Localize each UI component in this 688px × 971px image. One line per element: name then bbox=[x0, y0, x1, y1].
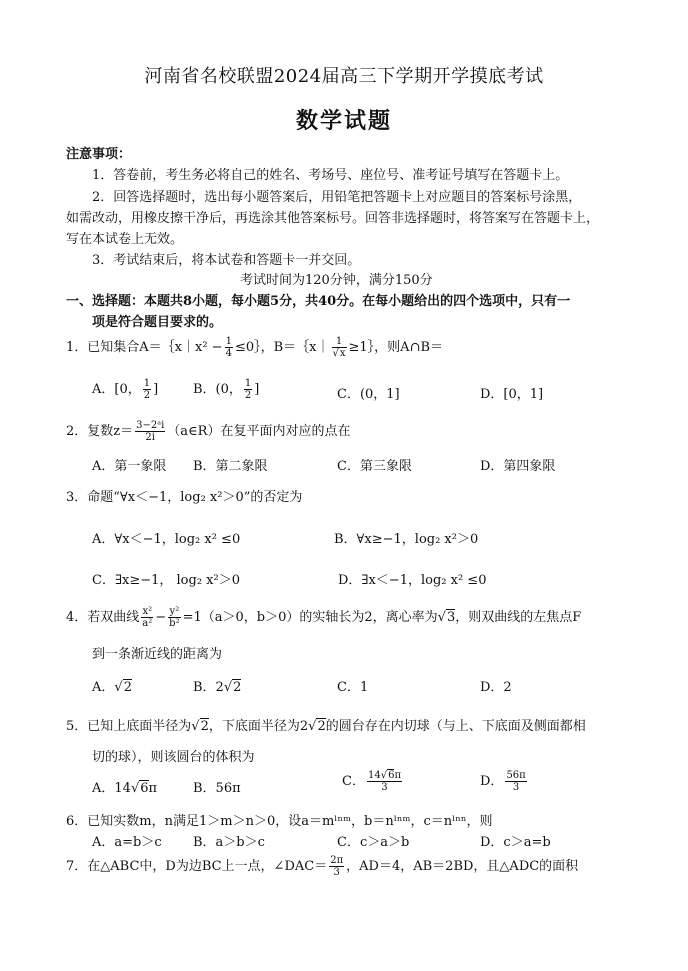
question-1-option-a: A．[0， $\frac{1}{2}$ ] bbox=[92, 378, 159, 401]
question-4-stem: 4．若双曲线 $\frac{\text{x²}}{\text{a²}}$ − $\frac{\text{y²}}{\text{b²}}$ =1（a＞0，b＞0）的实轴长为2，离心率为√3，则双曲线的左焦点F bbox=[66, 606, 582, 629]
question-5-option-c: C． $\frac{14√6\pi}{3}$ bbox=[342, 770, 402, 793]
question-3-option-b: B．∀x≥−1，log₂ x²＞0 bbox=[334, 532, 479, 547]
fraction: $\frac{1}{4}$ bbox=[225, 336, 232, 359]
notes-item-2a: 2．回答选择题时，选出每小题答案后，用铅笔把答题卡上对应题目的答案标号涂黑， bbox=[92, 190, 582, 205]
fraction: $\frac{\text{3−2ᵃi}}{2i}$ bbox=[136, 420, 165, 443]
question-4-option-b: B．2√2 bbox=[193, 680, 242, 695]
question-4-option-d: D．2 bbox=[480, 680, 512, 695]
question-2-option-c: C．第三象限 bbox=[337, 459, 412, 474]
question-5-stem-line2: 切的球），则该圆台的体积为 bbox=[92, 750, 255, 765]
question-3-stem: 3．命题“∀x＜−1，log₂ x²＞0”的否定为 bbox=[66, 490, 303, 505]
question-7-stem: 7．在△ABC中，D为边BC上一点，∠DAC＝ $\frac{2\pi}{3}$ ，AD＝4，AB＝2BD，且△ADC的面积 bbox=[66, 855, 579, 878]
notes-item-1: 1．答卷前，考生务必将自己的姓名、考场号、座位号、准考证号填写在答题卡上。 bbox=[92, 168, 569, 183]
exam-title: 河南省名校联盟2024届高三下学期开学摸底考试 bbox=[144, 66, 544, 87]
question-5-stem: 5．已知上底面半径为√2，下底面半径为2√2的圆台存在内切球（与上、下底面及侧面都相 bbox=[66, 719, 586, 734]
question-6-option-c: C．c＞a＞b bbox=[337, 835, 410, 850]
notes-item-2b: 如需改动，用橡皮擦干净后，再选涂其他答案标号。回答非选择题时，将答案写在答题卡上， bbox=[66, 211, 600, 226]
section1-instruction-line1: 一、选择题：本题共8小题，每小题5分，共40分。在每小题给出的四个选项中，只有一 bbox=[66, 294, 571, 309]
section1-instruction-line2: 项是符合题目要求的。 bbox=[92, 315, 223, 330]
notes-heading: 注意事项： bbox=[66, 147, 132, 162]
question-1-stem: 1．已知集合A＝｛x｜x² − $\frac{1}{4}$ ≤0｝，B＝｛x｜ $\frac{1}{√x}$ ≥1｝，则A∩B＝ bbox=[66, 336, 444, 359]
question-4-option-a: A．√2 bbox=[92, 680, 132, 695]
question-1-option-b: B．(0， $\frac{1}{2}$ ] bbox=[193, 378, 260, 401]
question-3-option-a: A．∀x＜−1，log₂ x² ≤0 bbox=[92, 532, 241, 547]
question-3-option-d: D．∃x＜−1，log₂ x² ≤0 bbox=[338, 573, 487, 588]
question-6-option-b: B．a＞b＞c bbox=[193, 835, 265, 850]
notes-item-3: 3．考试结束后，将本试卷和答题卡一并交回。 bbox=[92, 253, 361, 268]
question-6-option-a: A．a=b＞c bbox=[92, 835, 162, 850]
question-3-option-c: C．∃x≥−1， log₂ x²＞0 bbox=[92, 573, 240, 588]
question-2-option-b: B．第二象限 bbox=[193, 459, 268, 474]
question-5-option-d: D． $\frac{56\pi}{3}$ bbox=[480, 770, 526, 793]
exam-time-info: 考试时间为120分钟，满分150分 bbox=[240, 273, 433, 288]
question-4-option-c: C．1 bbox=[337, 680, 369, 695]
question-4-stem-line2: 到一条渐近线的距离为 bbox=[92, 647, 223, 662]
question-6-option-d: D．c＞a=b bbox=[480, 835, 551, 850]
question-1-option-d: D．[0，1] bbox=[480, 387, 544, 402]
question-1-option-c: C．(0，1] bbox=[337, 387, 400, 402]
question-5-option-b: B．56π bbox=[193, 781, 241, 796]
question-2-option-a: A．第一象限 bbox=[92, 459, 167, 474]
exam-subject: 数学试题 bbox=[295, 108, 392, 134]
question-2-stem: 2．复数z＝ $\frac{\text{3−2ᵃi}}{2i}$ （a∈R）在复平面内对应的点在 bbox=[66, 420, 351, 443]
notes-item-2c: 写在本试卷上无效。 bbox=[66, 232, 184, 247]
question-5-option-a: A．14√6π bbox=[92, 781, 158, 796]
question-6-stem: 6．已知实数m，n满足1＞m＞n＞0，设a＝mˡⁿᵐ，b＝nˡⁿᵐ，c＝nˡⁿⁿ，则 bbox=[66, 814, 493, 829]
fraction: $\frac{1}{√x}$ bbox=[332, 336, 346, 359]
question-2-option-d: D．第四象限 bbox=[480, 459, 556, 474]
